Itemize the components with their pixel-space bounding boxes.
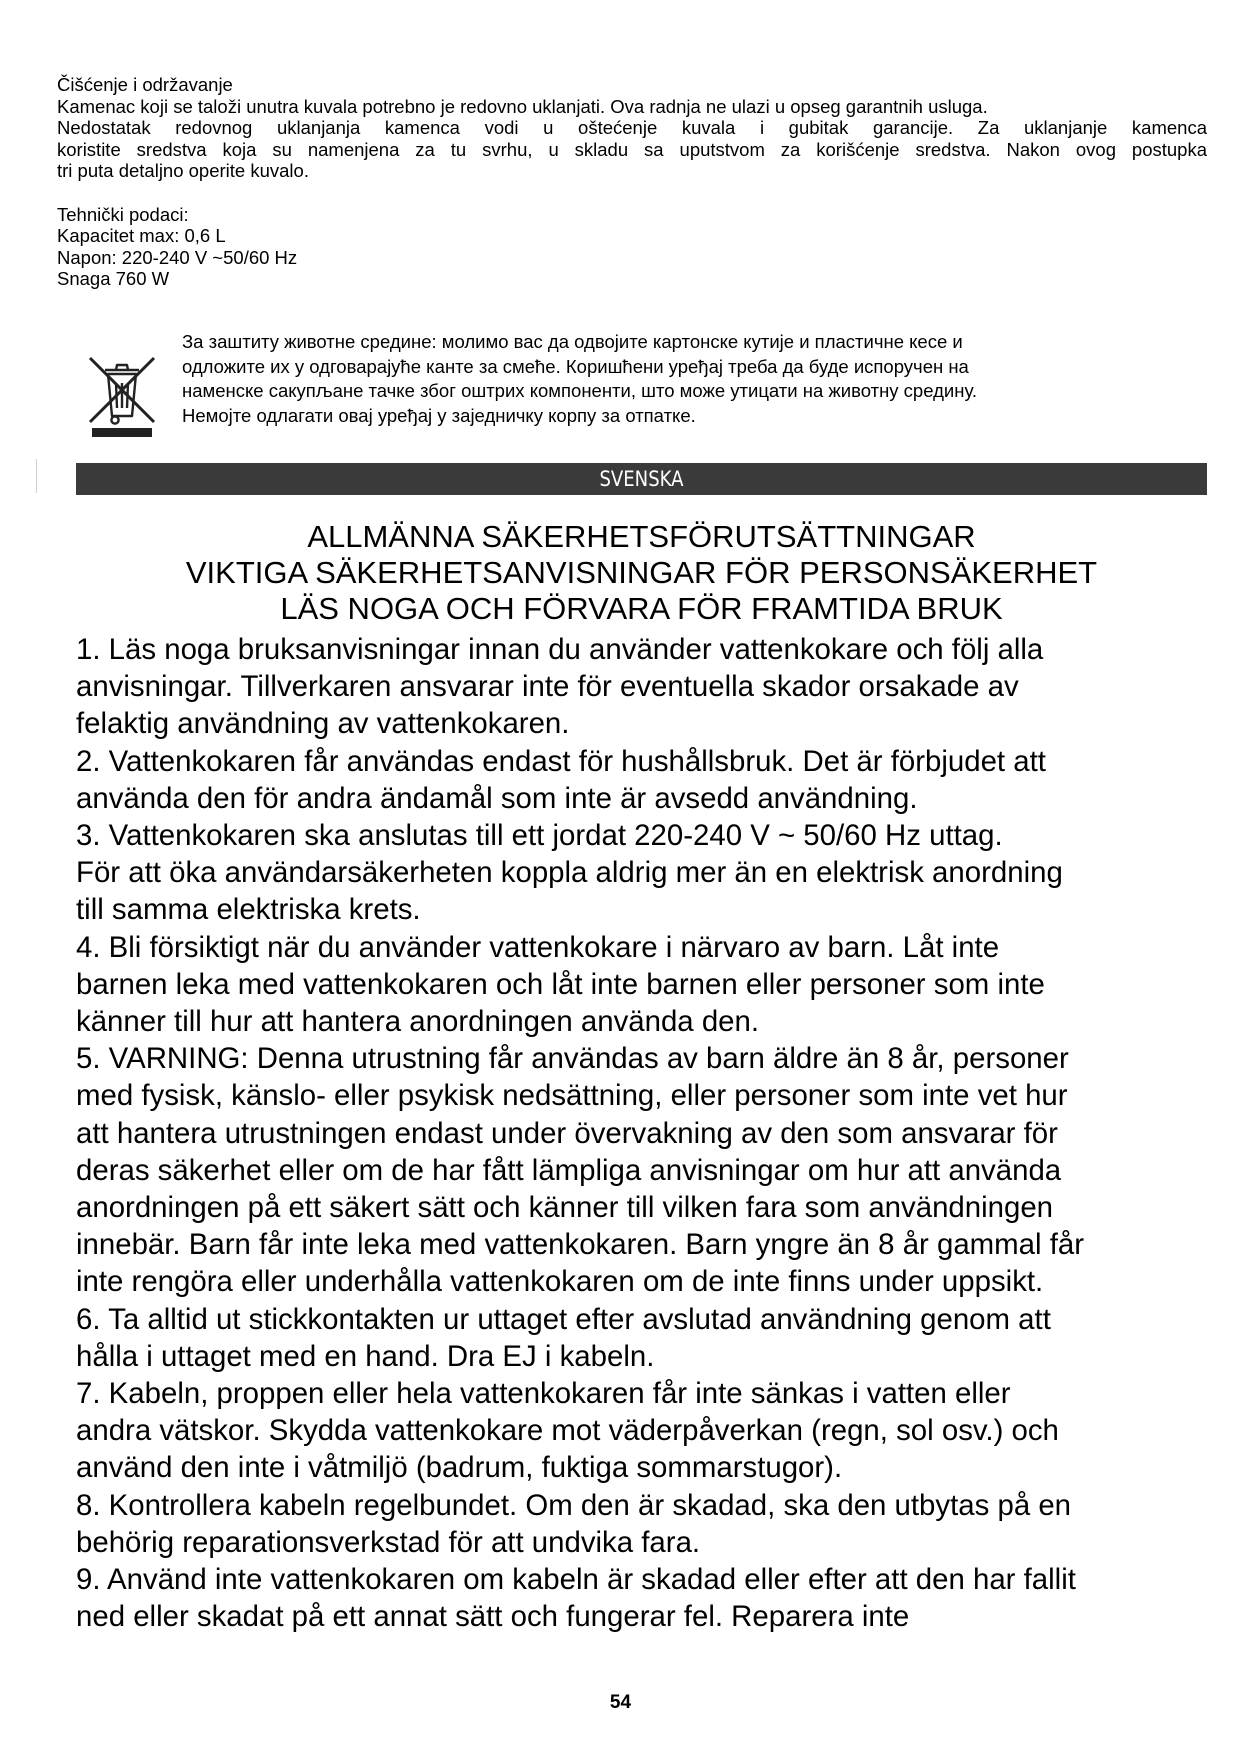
instruction-line: anordningen på ett säkert sätt och känner till vilken fara som användningen (76, 1191, 1054, 1225)
weee-bin-icon (86, 352, 158, 438)
instruction-line: 2. Vattenkokaren får användas endast för hushållsbruk. Det är förbjudet att (76, 744, 1046, 778)
instruction-line: 9. Använd inte vattenkokaren om kabeln är skadad eller efter att den har fallit (76, 1563, 1076, 1597)
instruction-line: känner till hur att hantera anordningen använda den. (76, 1005, 760, 1039)
instruction-line: 7. Kabeln, proppen eller hela vattenkokaren får inte sänkas i vatten eller (76, 1377, 1011, 1411)
instruction-line: behörig reparationsverkstad för att undvika fara. (76, 1525, 701, 1559)
instruction-line: 6. Ta alltid ut stickkontakten ur uttaget efter avslutad användning genom att (76, 1302, 1051, 1336)
instruction-line: För att öka användarsäkerheten koppla aldrig mer än en elektrisk anordning (76, 856, 1063, 890)
margin-mark (36, 459, 37, 493)
safety-headings (76, 519, 1207, 627)
instruction-line: att hantera utrustningen endast under övervakning av den som ansvarar för (76, 1116, 1058, 1150)
instruction-line: använda den för andra ändamål som inte är avsedd användning. (76, 781, 918, 815)
maintenance-title: Čišćenje i održavanje (57, 74, 233, 95)
recycling-notice-line: Немојте одлагати овај уређај у заједничку корпу за отпатке. (182, 404, 696, 426)
safety-instructions (76, 631, 1207, 1635)
spec-power: Snaga 760 W (57, 268, 170, 289)
instruction-line: inte rengöra eller underhålla vattenkokaren om de inte finns under uppsikt. (76, 1265, 1044, 1299)
instruction-line: till samma elektriska krets. (76, 893, 421, 927)
safety-heading: VIKTIGA SÄKERHETSANVISNINGAR FÖR PERSONSÄKERHET (185, 555, 1098, 590)
spec-capacity: Kapacitet max: 0,6 L (57, 225, 226, 246)
maintenance-line: Kamenac koji se taloži unutra kuvala potrebno je redovno uklanjati. Ova radnja ne ulazi u opseg garantnih usluga. (57, 95, 988, 117)
serbian-maintenance-section (57, 74, 1207, 290)
safety-heading: LÄS NOGA OCH FÖRVARA FÖR FRAMTIDA BRUK (280, 591, 1003, 626)
recycling-notice-line: наменске сакупљане тачке због оштрих компоненти, што може утицати на животну средину. (182, 380, 977, 401)
instruction-line: deras säkerhet eller om de har fått lämpliga anvisningar om hur att använda (76, 1153, 1062, 1187)
instruction-line: hålla i uttaget med en hand. Dra EJ i kabeln. (76, 1339, 655, 1373)
language-section-bar (76, 463, 1207, 495)
instruction-line: med fysisk, känslo- eller psykisk nedsättning, eller personer som inte vet hur (76, 1079, 1068, 1113)
instruction-line: felaktig användning av vattenkokaren. (76, 707, 570, 741)
language-section-title: SVENSKA (599, 467, 684, 491)
instruction-line: 8. Kontrollera kabeln regelbundet. Om den är skadad, ska den utbytas på en (76, 1488, 1072, 1522)
instruction-line: använd den inte i våtmiljö (badrum, fuktiga sommarstugor). (76, 1451, 843, 1485)
instruction-line: barnen leka med vattenkokaren och låt inte barnen eller personer som inte (76, 967, 1045, 1001)
recycling-notice (182, 330, 977, 428)
maintenance-line: Nedostatak redovnog uklanjanja kamenca vodi u oštećenje kuvala i gubitak garancije. Za uklanjanje kamenca (57, 117, 1207, 138)
specs-title: Tehnički podaci: (57, 203, 189, 225)
instruction-line: andra vätskor. Skydda vattenkokare mot väderpåverkan (regn, sol osv.) och (76, 1414, 1059, 1448)
maintenance-line: tri puta detaljno operite kuvalo. (57, 160, 309, 181)
spec-voltage: Napon: 220-240 V ~50/60 Hz (57, 246, 298, 268)
instruction-line: anvisningar. Tillverkaren ansvarar inte för eventuella skador orsakade av (76, 670, 1019, 704)
instruction-line: 3. Vattenkokaren ska anslutas till ett jordat 220-240 V ~ 50/60 Hz uttag. (76, 819, 1003, 853)
instruction-line: ned eller skadat på ett annat sätt och fungerar fel. Reparera inte (76, 1600, 910, 1634)
safety-heading: ALLMÄNNA SÄKERHETSFÖRUTSÄTTNINGAR (307, 519, 976, 554)
instruction-line: 4. Bli försiktigt när du använder vattenkokare i närvaro av barn. Låt inte (76, 930, 1000, 964)
instruction-line: 1. Läs noga bruksanvisningar innan du använder vattenkokare och följ alla (76, 633, 1044, 666)
instruction-line: innebär. Barn får inte leka med vattenkokaren. Barn yngre än 8 år gammal får (76, 1228, 1084, 1262)
page-number: 54 (609, 1692, 632, 1713)
maintenance-line: koristite sredstva koja su namenjena za tu svrhu, u skladu sa uputstvom za korišćenje sredstva. Nakon ovog postupka (57, 138, 1207, 160)
instruction-line: 5. VARNING: Denna utrustning får användas av barn äldre än 8 år, personer (76, 1042, 1069, 1076)
recycling-notice-line: одложите их у одговарајуће канте за смеће. Коришћени уређај треба да буде испоручен на (182, 355, 969, 377)
recycling-notice-line: За заштиту животне средине: молимо вас да одвојите картонске кутије и пластичне кесе и (182, 331, 963, 352)
